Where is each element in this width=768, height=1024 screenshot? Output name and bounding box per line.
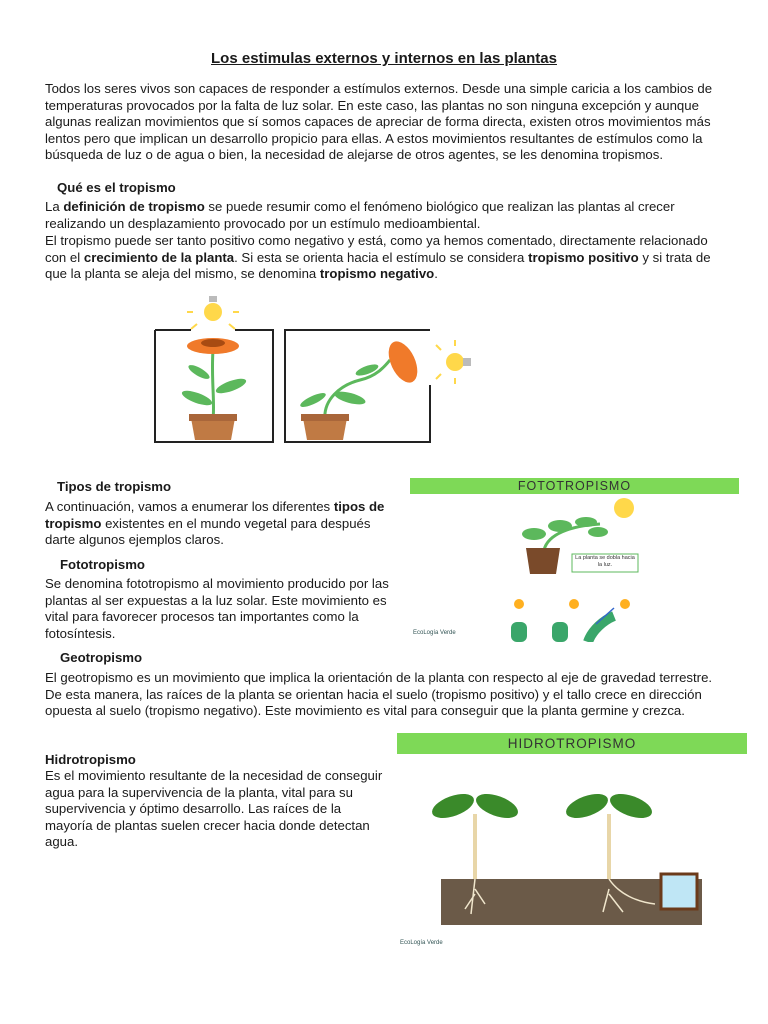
text-run: . — [434, 266, 438, 282]
tropism-illustration — [145, 290, 490, 455]
sun-icon — [614, 498, 634, 518]
fototropismo-callout: La planta se dobla hacia la luz. — [575, 555, 635, 568]
plant-upright — [180, 338, 247, 440]
bold-run: tropismo positivo — [528, 249, 639, 265]
page-title: Los estimulas externos y internos en las plantas — [211, 50, 557, 67]
definition-paragraph — [45, 199, 730, 232]
text-run: A continuación, vamos a enumerar los diferentes — [45, 499, 334, 514]
hidrotropismo-figure — [397, 733, 747, 955]
heading-que-es: Qué es el tropismo — [57, 180, 176, 195]
fototropismo-figure — [410, 478, 739, 642]
geotropismo-paragraph: El geotropismo es un movimiento que implica la orientación de la planta con respecto al eje de gravedad terrestre. De esta manera, las raíces de la planta se orientan hacia el suelo (tropismo positivo) y el tallo crece en dirección opuesta al suelo (tropismo negativo). Este movimiento es vital para conseguir que la planta germine y crezca. — [45, 670, 713, 719]
positive-negative-paragraph — [45, 233, 730, 283]
text-run: se puede resumir como el fenómeno biológico que realizan las plantas al crecer realizando un desplazamiento provocado por un estímulo medioambiental. — [45, 199, 675, 231]
tipos-paragraph — [45, 499, 390, 549]
bulb-icon-side — [436, 340, 471, 384]
logo-ecologia-verde-2: EcoLogía Verde — [400, 940, 443, 946]
water-container — [661, 874, 697, 909]
plant-bent — [299, 337, 424, 440]
text-run: El tropismo puede ser tanto positivo como negativo y está, como ya hemos comentado, directamente relacionado con el — [45, 233, 708, 265]
bulb-icon-top — [187, 296, 239, 329]
heading-fototropismo: Fototropismo — [60, 557, 145, 572]
hidrotropismo-banner: HIDROTROPISMO — [397, 733, 747, 754]
logo-ecologia-verde-1: EcoLogía Verde — [413, 630, 456, 636]
fototropismo-paragraph: Se denomina fototropismo al movimiento producido por las plantas al ser expuestas a la luz solar. Este movimiento es vital para favorecer procesos tan importantes como la fotosíntesis. — [45, 576, 389, 641]
hidrotropismo-drawing — [397, 754, 747, 955]
heading-tipos: Tipos de tropismo — [57, 479, 172, 494]
text-run: . Si esta se orienta hacia el estímulo se considera — [234, 249, 529, 265]
heading-hidrotropismo: Hidrotropismo — [45, 752, 136, 767]
text-run: La — [45, 199, 64, 214]
text-run: y si trata de que la planta se aleja del mismo, se denomina — [45, 249, 711, 282]
hidrotropismo-paragraph: Es el movimiento resultante de la necesidad de conseguir agua para la supervivencia de la planta, vital para su supervivencia y óptimo desarrollo. Las raíces de la mayoría de plantas suelen crecer hacia donde detectan agua. — [45, 768, 383, 850]
text-run: existentes en el mundo vegetal para después darte algunos ejemplos claros. — [45, 515, 371, 548]
heading-geotropismo: Geotropismo — [60, 650, 143, 665]
bold-run: crecimiento de la planta — [83, 249, 235, 265]
bold-run: definición de tropismo — [63, 199, 205, 214]
pot-icon — [526, 548, 560, 574]
fototropismo-banner: FOTOTROPISMO — [410, 478, 739, 494]
bold-run: tropismo negativo — [319, 266, 435, 282]
bold-run: tipos de tropismo — [45, 499, 385, 531]
intro-paragraph: Todos los seres vivos son capaces de responder a estímulos externos. Desde una simple caricia a los cambios de temperaturas provocados por la falta de luz solar. En este caso, las plantas no son ninguna excepción y aunque algunas realizan movimientos que sí somos capaces de apreciar de forma directa, existen otros movimientos más lentos pero que implican un desarrollo propicio para ellas. A estos movimientos resultantes de estímulos como la búsqueda de luz o de agua o bien, la necesidad de alejarse de otros agentes, se les denomina tropismos. — [45, 81, 713, 163]
